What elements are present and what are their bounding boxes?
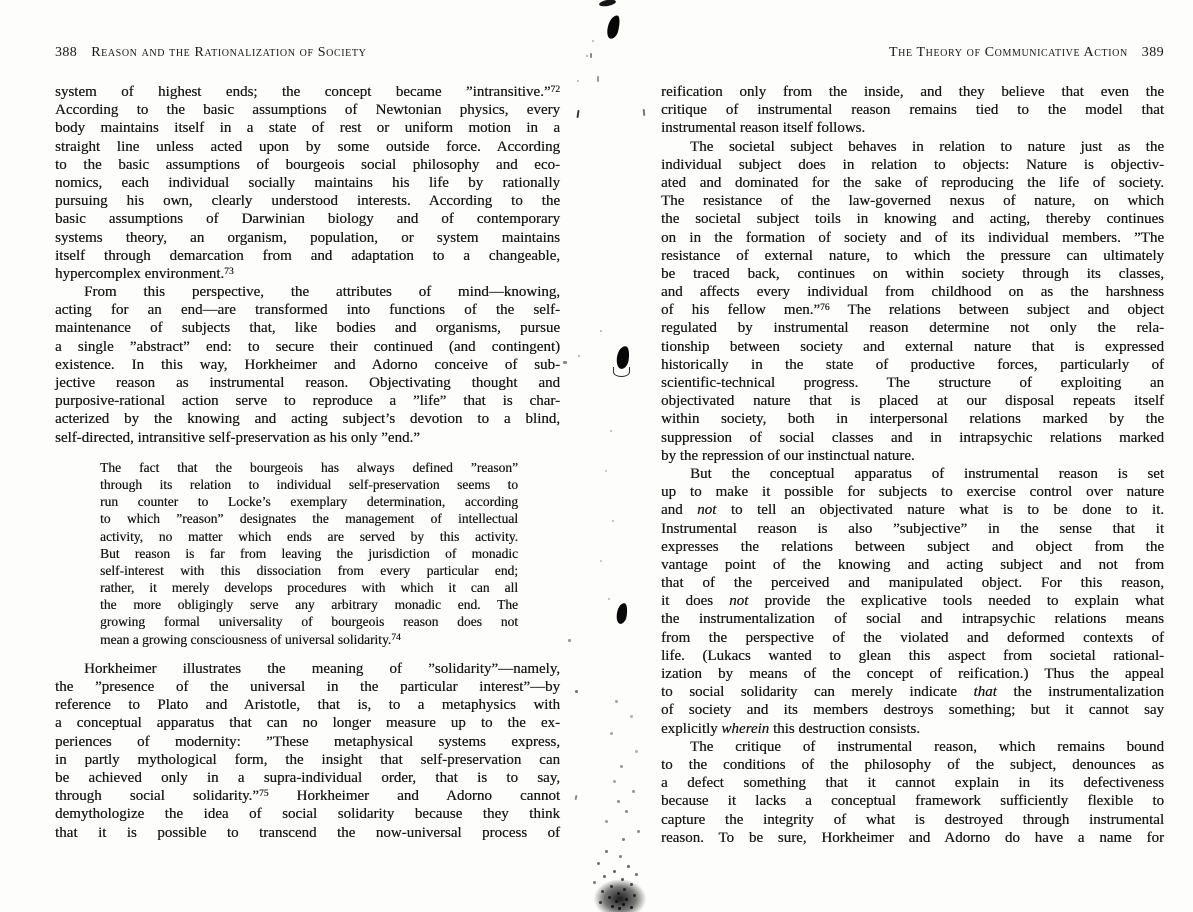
text-line: the ”presence of the universal in the particular interest”—by bbox=[55, 679, 560, 695]
left-page-number: 388 bbox=[55, 45, 78, 60]
page-edge-mark bbox=[575, 795, 578, 800]
text-line: reference to Plato and Aristotle, that is, to a metaphysics with bbox=[55, 697, 560, 714]
text-line: be traced back, continues on within society through its classes, bbox=[661, 265, 1164, 282]
text-line: from the perspective of the violated and deformed contexts of bbox=[661, 629, 1164, 646]
text-line: the more obligingly serve any arbitrary monadic end. The bbox=[100, 597, 518, 613]
text-line: periences of modernity: ”These metaphysical systems express, bbox=[55, 733, 560, 750]
text-line: of his fellow men.”$^{76}$ The relations between subject and object bbox=[661, 302, 1164, 319]
text-line: of society and its members destroys something; but it cannot say bbox=[661, 702, 1164, 719]
text-line: activity, no matter which ends are served by this activity. bbox=[100, 528, 518, 544]
paragraph bbox=[55, 660, 560, 842]
text-line: But the conceptual apparatus of instrumental reason is set bbox=[690, 465, 1164, 482]
text-line: because it lacks a conceptual framework sufficiently flexible to bbox=[661, 793, 1164, 810]
text-line: basic assumptions of Darwinian biology and of contemporary bbox=[55, 211, 560, 228]
text-line: that it is possible to transcend the now-universal process of bbox=[55, 824, 560, 841]
text-line: objectivated nature that is placed at our disposal repeats itself bbox=[661, 393, 1164, 410]
text-line: reason. To be sure, Horkheimer and Adorno do have a name for bbox=[661, 829, 1164, 846]
right-page-text-column bbox=[661, 83, 1164, 847]
page-edge-mark bbox=[597, 76, 599, 82]
text-line: historically in the state of productive forces, particularly of bbox=[661, 356, 1164, 373]
right-running-head bbox=[889, 45, 1164, 61]
page-edge-mark bbox=[568, 639, 571, 642]
gutter-ink-blob-middle-tail bbox=[613, 367, 630, 377]
text-line: that of the perceived and manipulated object. For this reason, bbox=[661, 575, 1164, 592]
text-line: straight line unless acted upon by some outside force. According bbox=[55, 138, 560, 155]
text-line: nomics, each individual socially maintains his life by rationally bbox=[55, 174, 560, 191]
text-line: self-interest with this dissociation from every particular end; bbox=[100, 562, 518, 578]
text-line: a conceptual apparatus that can no longer measure up to the ex- bbox=[55, 715, 560, 732]
paragraph bbox=[55, 83, 560, 283]
text-line: Horkheimer illustrates the meaning of ”solidarity”—namely, bbox=[84, 660, 560, 677]
text-line: pursuing his own, clearly understood interests. According to the bbox=[55, 193, 560, 210]
text-line: tionship between society and external nature that is expressed bbox=[661, 338, 1164, 355]
left-running-head-title: Reason and the Rationalization of Society bbox=[91, 45, 367, 60]
text-line: life. (Lukacs wanted to glean this aspect from societal rational- bbox=[661, 647, 1164, 664]
text-line: to the basic assumptions of bourgeois social philosophy and eco- bbox=[55, 156, 560, 173]
text-line: regulated by instrumental reason determine not only the rela- bbox=[661, 320, 1164, 337]
text-line: acting for an end—are transformed into functions of the self- bbox=[55, 302, 560, 319]
block-quote bbox=[100, 459, 518, 648]
page-edge-mark bbox=[643, 109, 646, 116]
text-line: within society, both in interpersonal relations marked by the bbox=[661, 411, 1164, 428]
text-line: demythologize the idea of social solidarity because they think bbox=[55, 806, 560, 823]
text-line: ization by means of the concept of reification.) Thus the appeal bbox=[661, 666, 1164, 682]
text-line: But reason is far from leaving the jurisdiction of monadic bbox=[100, 545, 518, 561]
text-line: systems theory, an organism, population, or system maintains bbox=[55, 229, 560, 246]
text-line: maintenance of subjects that, like bodies and organisms, pursue bbox=[55, 320, 560, 337]
text-line: scientific-technical progress. The structure of exploiting an bbox=[661, 375, 1164, 391]
text-line: expresses the relations between subject and object from the bbox=[661, 538, 1164, 555]
text-line: self-directed, intransitive self-preservation as his only ”end.” bbox=[55, 429, 420, 446]
text-line: itself through demarcation from and adaptation to a changeable, bbox=[55, 247, 560, 264]
text-line: on in the formation of society and of its individual members. ”The bbox=[661, 229, 1164, 246]
text-line: individual subject does in relation to objects: Nature is objectiv- bbox=[661, 156, 1164, 173]
gutter-ink-blob-lower bbox=[615, 602, 628, 624]
paragraph bbox=[661, 465, 1164, 738]
text-line: Instrumental reason is also ”subjective” in the sense that it bbox=[661, 520, 1164, 537]
text-line: a defect something that it cannot explain in its defectiveness bbox=[661, 775, 1164, 792]
text-line: instrumental reason itself follows. bbox=[661, 120, 866, 137]
page-edge-mark bbox=[590, 53, 592, 58]
text-line: the societal subject toils in knowing and acting, thereby continues bbox=[661, 211, 1164, 228]
paragraph bbox=[661, 738, 1164, 847]
text-line: existence. In this way, Horkheimer and Adorno conceive of sub- bbox=[55, 356, 560, 373]
text-line: run counter to Locke’s exemplary determination, according bbox=[100, 494, 518, 510]
text-line: vantage point of the knowing and acting subject and not from bbox=[661, 556, 1164, 573]
text-line: explicitly wherein this destruction consists. bbox=[661, 720, 921, 737]
paragraph bbox=[661, 83, 1164, 138]
text-line: up to make it possible for subjects to exercise control over nature bbox=[661, 484, 1164, 501]
gutter-bottom-ink-mass bbox=[588, 868, 652, 912]
text-line: The critique of instrumental reason, which remains bound bbox=[690, 738, 1164, 755]
text-line: the instrumentalization of social and intrapsychic relations means bbox=[661, 611, 1164, 628]
text-line: The societal subject behaves in relation to nature just as the bbox=[690, 138, 1164, 155]
text-line: and not to tell an objectivated nature what is to be done to it. bbox=[661, 502, 1164, 519]
text-line: suppression of social classes and in intrapsychic relations marked bbox=[661, 429, 1164, 446]
text-line: body maintains itself in a state of rest or uniform motion in a bbox=[55, 120, 560, 137]
text-line: a single ”abstract” end: to secure their continued (and contingent) bbox=[55, 338, 560, 355]
right-page-number: 389 bbox=[1141, 45, 1164, 60]
text-line: capture the integrity of what is destroyed through instrumental bbox=[661, 811, 1164, 828]
page-edge-mark bbox=[563, 361, 567, 364]
text-line: critique of instrumental reason remains tied to the model that bbox=[661, 102, 1164, 119]
gutter-smudge-top-artifact bbox=[599, 0, 617, 7]
left-running-head bbox=[55, 45, 366, 61]
text-line: and affects every individual from childhood on as the harshness bbox=[661, 284, 1164, 301]
text-line: system of highest ends; the concept became ”intransitive.”$^{72}$ bbox=[55, 84, 560, 100]
text-line: The fact that the bourgeois has always defined ”reason” bbox=[100, 459, 518, 475]
left-page-text-column bbox=[55, 83, 560, 842]
text-line: through social solidarity.”$^{75}$ Horkheimer and Adorno cannot bbox=[55, 788, 560, 805]
text-line: it does not provide the explicative tools needed to explain what bbox=[661, 593, 1164, 610]
text-line: in partly mythological form, the insight that self-preservation can bbox=[55, 751, 560, 768]
text-line: acterized by the knowing and acting subject’s devotion to a blind, bbox=[55, 411, 560, 428]
text-line: to which ”reason” designates the management of intellectual bbox=[100, 511, 518, 527]
text-line: through its relation to individual self-preservation seems to bbox=[100, 476, 518, 492]
gutter-speckle-cone bbox=[575, 690, 578, 693]
text-line: resistance of external nature, to which the pressure can ultimately bbox=[661, 247, 1164, 264]
paragraph bbox=[661, 138, 1164, 465]
gutter-ink-blob-top bbox=[605, 14, 621, 40]
text-line: mean a growing consciousness of universal solidarity.$^{74}$ bbox=[100, 631, 401, 647]
gutter-micro-specks bbox=[600, 330, 602, 332]
text-line: jective reason as instrumental reason. Objectivating thought and bbox=[55, 375, 560, 391]
paragraph bbox=[55, 283, 560, 447]
text-line: reification only from the inside, and they believe that even the bbox=[661, 84, 1164, 100]
text-line: to the conditions of the philosophy of the subject, denounces as bbox=[661, 756, 1164, 773]
text-line: purposive-rational action serve to reproduce a ”life” that is char- bbox=[55, 393, 560, 410]
text-line: The resistance of the law-governed nexus of nature, on which bbox=[661, 193, 1164, 210]
text-line: According to the basic assumptions of Newtonian physics, every bbox=[55, 102, 560, 119]
right-running-head-title: The Theory of Communicative Action bbox=[888, 45, 1128, 60]
text-line: rather, it merely develops procedures with which it can all bbox=[100, 580, 518, 596]
text-line: growing formal universality of bourgeois reason does not bbox=[100, 614, 518, 630]
text-line: by the repression of our instinctual nature. bbox=[661, 447, 915, 464]
text-line: to social solidarity can merely indicate that the instrumentalization bbox=[661, 684, 1164, 701]
text-line: hypercomplex environment.$^{73}$ bbox=[55, 265, 234, 282]
text-line: be achieved only in a supra-individual order, that is to say, bbox=[55, 769, 560, 786]
page-edge-mark bbox=[576, 110, 579, 118]
text-line: From this perspective, the attributes of mind—knowing, bbox=[84, 284, 560, 301]
text-line: ated and dominated for the sake of reproducing the life of society. bbox=[661, 174, 1164, 191]
